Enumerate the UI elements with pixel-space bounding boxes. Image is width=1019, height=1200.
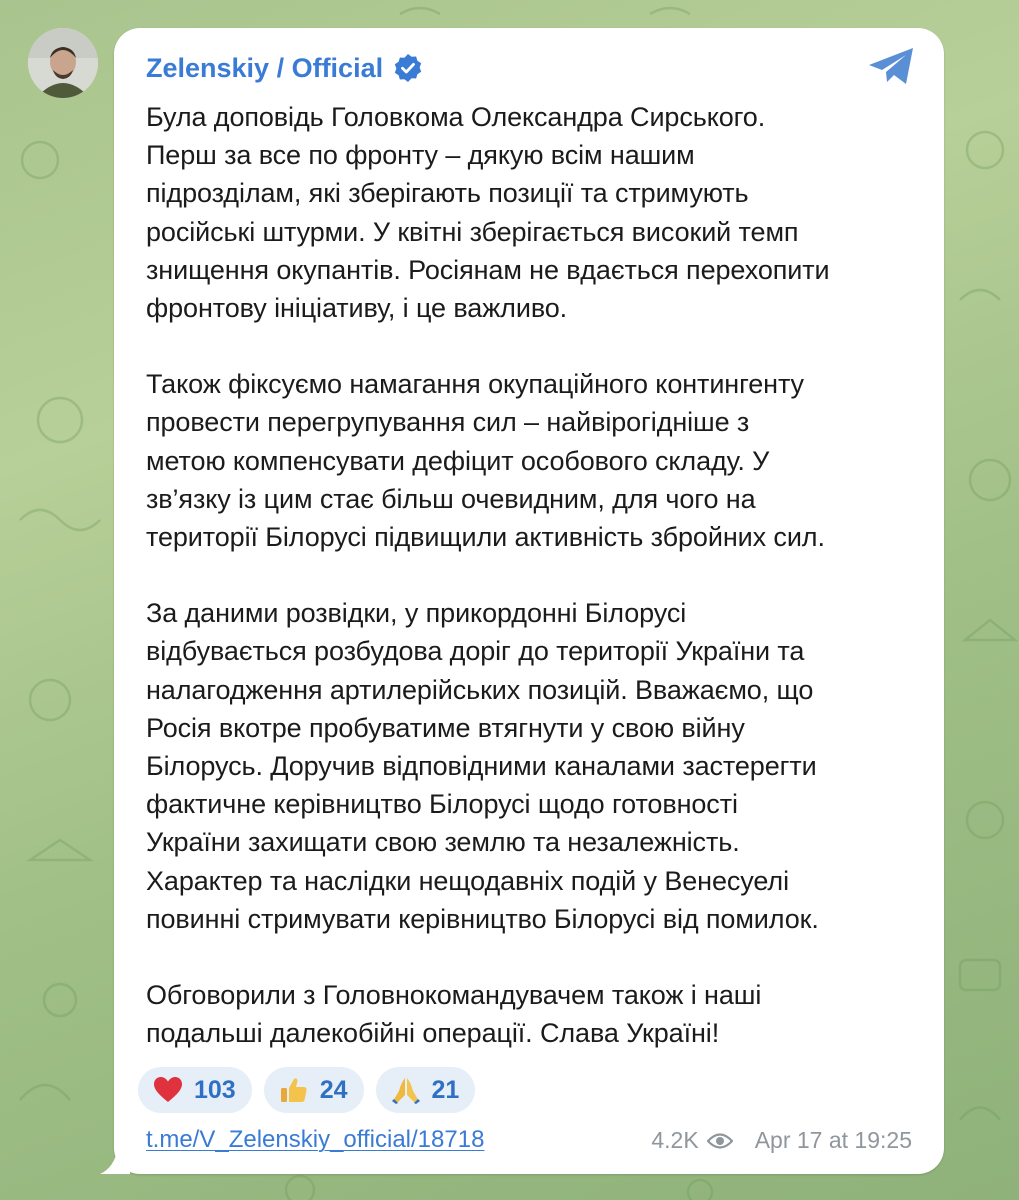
channel-name-label: Zelenskiy / Official	[146, 52, 384, 83]
eye-icon	[707, 1132, 733, 1150]
message-meta	[651, 1127, 912, 1154]
bubble-tail	[100, 1148, 130, 1174]
reactions-bar	[138, 1067, 475, 1113]
reaction-heart-button[interactable]	[138, 1067, 252, 1113]
heart-icon	[152, 1074, 184, 1106]
message-paragraph: За даними розвідки, у прикордонні Білорусі відбувається розбудова доріг до території України та налагодження артилерійських позицій. Вважаємо, що Росія вкотре пробуватиме втягнути у свою війну Білорусь. Доручив відповідними каналами застерегти фактичне керівництво Білорусі щодо готовності України захищати свою землю та незалежність. Характер та наслідки нещодавніх подій у Венесуелі повинні стримувати керівництво Білорусі від помилок.	[146, 598, 819, 934]
verified-badge-icon	[393, 53, 423, 83]
message-paragraph: Була доповідь Головкома Олександра Сирського. Перш за все по фронту – дякую всім нашим підрозділам, які зберігають позиції та стримують російські штурми. У квітні зберігається високий темп знищення окупантів. Росіянам не вдається перехопити фронтову ініціативу, і це важливо.	[146, 102, 830, 324]
reaction-praying-hands-button[interactable]	[376, 1067, 476, 1113]
reaction-thumbs-up-button[interactable]	[264, 1067, 364, 1113]
message-text	[146, 98, 926, 1052]
praying-hands-icon	[390, 1074, 422, 1106]
reaction-count: 103	[194, 1075, 236, 1104]
share-icon[interactable]	[866, 44, 918, 90]
views-count: 4.2K	[651, 1127, 699, 1153]
message-timestamp: Apr 17 at 19:25	[754, 1127, 912, 1153]
channel-avatar[interactable]	[28, 28, 98, 98]
message-paragraph: Також фіксуємо намагання окупаційного контингенту провести перегрупування сил – найвірогідніше з метою компенсувати дефіцит особового складу. У зв’язку із цим стає більш очевидним, для чого на території Білорусі підвищили активність збройних сил.	[146, 369, 825, 553]
post-link[interactable]: t.me/V_Zelenskiy_official/18718	[146, 1126, 485, 1153]
thumbs-up-icon	[278, 1074, 310, 1106]
channel-name[interactable]	[146, 52, 423, 84]
message-paragraph: Обговорили з Головнокомандувачем також і наші подальші далекобійні операції. Слава Україні!	[146, 980, 762, 1049]
reaction-count: 21	[431, 1075, 460, 1104]
reaction-count: 24	[319, 1075, 348, 1104]
